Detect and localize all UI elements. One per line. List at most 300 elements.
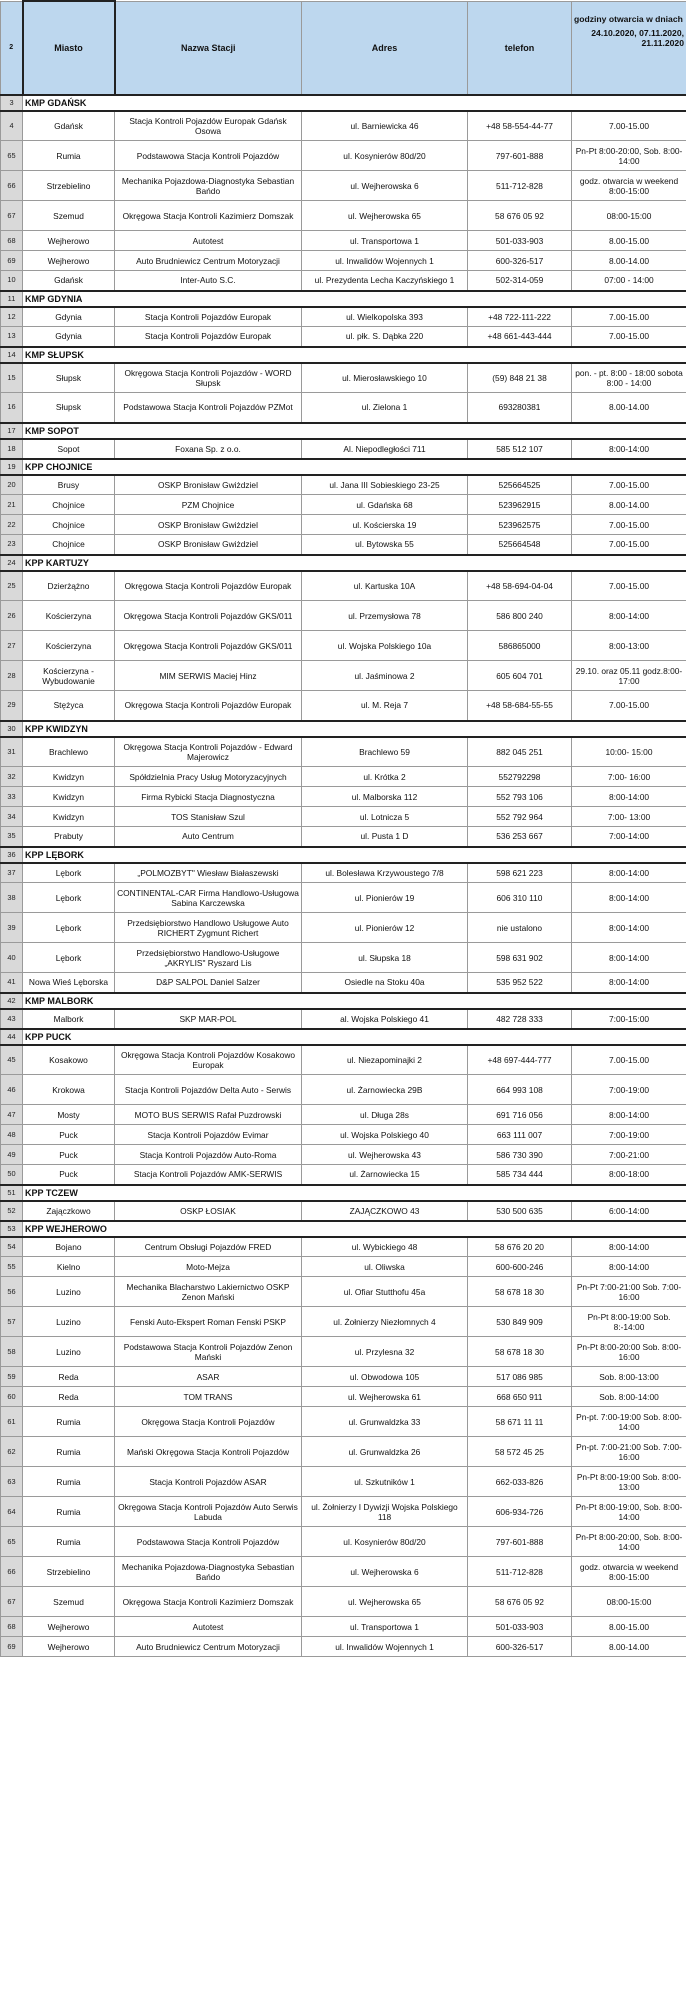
station-name-cell[interactable]: Stacja Kontroli Pojazdów AMK-SERWIS bbox=[115, 1165, 302, 1185]
station-name-cell[interactable]: Fenski Auto-Ekspert Roman Fenski PSKP bbox=[115, 1307, 302, 1337]
city-cell[interactable]: Chojnice bbox=[23, 535, 115, 555]
city-cell[interactable]: Gdańsk bbox=[23, 111, 115, 141]
address-cell[interactable]: ul. Malborska 112 bbox=[302, 787, 468, 807]
row-number-cell[interactable]: 46 bbox=[1, 1075, 23, 1105]
hours-cell[interactable]: 7.00-15.00 bbox=[572, 535, 686, 555]
address-cell[interactable]: Osiedle na Stoku 40a bbox=[302, 973, 468, 993]
station-name-cell[interactable]: Okręgowa Stacja Kontroli Pojazdów GKS/011 bbox=[115, 631, 302, 661]
station-name-cell[interactable]: „POLMOZBYT" Wiesław Białaszewski bbox=[115, 863, 302, 883]
station-name-column-header[interactable]: Nazwa Stacji bbox=[115, 1, 302, 95]
city-cell[interactable]: Luzino bbox=[23, 1277, 115, 1307]
address-cell[interactable]: ul. Grunwaldzka 33 bbox=[302, 1407, 468, 1437]
station-name-cell[interactable]: Podstawowa Stacja Kontroli Pojazdów bbox=[115, 141, 302, 171]
station-name-cell[interactable]: Moto-Mejza bbox=[115, 1257, 302, 1277]
address-cell[interactable]: ul. Szkutników 1 bbox=[302, 1467, 468, 1497]
hours-cell[interactable]: 7.00-15.00 bbox=[572, 691, 686, 721]
address-cell[interactable]: ul. Bytowska 55 bbox=[302, 535, 468, 555]
station-name-cell[interactable]: ASAR bbox=[115, 1367, 302, 1387]
row-number-cell[interactable]: 51 bbox=[1, 1185, 23, 1201]
station-name-cell[interactable]: Stacja Kontroli Pojazdów Europak Gdańsk Osowa bbox=[115, 111, 302, 141]
hours-cell[interactable]: Pn-Pt 8:00-19:00 Sob. 8:-14:00 bbox=[572, 1307, 686, 1337]
phone-cell[interactable]: 58 678 18 30 bbox=[468, 1277, 572, 1307]
row-number-cell[interactable]: 4 bbox=[1, 111, 23, 141]
row-number-cell[interactable]: 65 bbox=[1, 1527, 23, 1557]
row-number-cell[interactable]: 50 bbox=[1, 1165, 23, 1185]
hours-cell[interactable]: 8.00-15.00 bbox=[572, 231, 686, 251]
city-cell[interactable]: Nowa Wieś Lęborska bbox=[23, 973, 115, 993]
station-name-cell[interactable]: OSKP ŁOSIAK bbox=[115, 1201, 302, 1221]
address-cell[interactable]: ul. Długa 28s bbox=[302, 1105, 468, 1125]
city-cell[interactable]: Szemud bbox=[23, 1587, 115, 1617]
station-name-cell[interactable]: Stacja Kontroli Pojazdów Delta Auto - Serwis bbox=[115, 1075, 302, 1105]
hours-cell[interactable]: Sob. 8:00-14:00 bbox=[572, 1387, 686, 1407]
city-cell[interactable]: Luzino bbox=[23, 1337, 115, 1367]
row-number-cell[interactable]: 68 bbox=[1, 1617, 23, 1637]
city-cell[interactable]: Puck bbox=[23, 1145, 115, 1165]
city-cell[interactable]: Kwidzyn bbox=[23, 767, 115, 787]
hours-cell[interactable]: Pn-Pt 8:00-19:00 Sob. 8:00-13:00 bbox=[572, 1467, 686, 1497]
address-cell[interactable]: Al. Niepodległości 711 bbox=[302, 439, 468, 459]
hours-cell[interactable]: 7.00-15.00 bbox=[572, 515, 686, 535]
row-number-header[interactable]: 2 bbox=[1, 1, 23, 95]
row-number-cell[interactable]: 35 bbox=[1, 827, 23, 847]
hours-cell[interactable]: 7:00-15:00 bbox=[572, 1009, 686, 1029]
row-number-cell[interactable]: 15 bbox=[1, 363, 23, 393]
phone-cell[interactable]: 662-033-826 bbox=[468, 1467, 572, 1497]
station-name-cell[interactable]: Spółdzielnia Pracy Usług Motoryzacyjnych bbox=[115, 767, 302, 787]
row-number-cell[interactable]: 30 bbox=[1, 721, 23, 737]
city-cell[interactable]: Rumia bbox=[23, 1407, 115, 1437]
address-cell[interactable]: ul. Pusta 1 D bbox=[302, 827, 468, 847]
row-number-cell[interactable]: 29 bbox=[1, 691, 23, 721]
phone-cell[interactable]: 511-712-828 bbox=[468, 171, 572, 201]
row-number-cell[interactable]: 49 bbox=[1, 1145, 23, 1165]
station-name-cell[interactable]: Podstawowa Stacja Kontroli Pojazdów Zenon Mański bbox=[115, 1337, 302, 1367]
address-cell[interactable]: ul. Wejherowska 43 bbox=[302, 1145, 468, 1165]
address-cell[interactable]: ul. M. Reja 7 bbox=[302, 691, 468, 721]
hours-cell[interactable]: 8.00-14.00 bbox=[572, 393, 686, 423]
phone-cell[interactable]: 58 572 45 25 bbox=[468, 1437, 572, 1467]
phone-cell[interactable]: +48 58-694-04-04 bbox=[468, 571, 572, 601]
station-name-cell[interactable]: Auto Brudniewicz Centrum Motoryzacji bbox=[115, 1637, 302, 1657]
row-number-cell[interactable]: 32 bbox=[1, 767, 23, 787]
row-number-cell[interactable]: 33 bbox=[1, 787, 23, 807]
station-name-cell[interactable]: Okręgowa Stacja Kontroli Pojazdów - Edward Majerowicz bbox=[115, 737, 302, 767]
hours-cell[interactable]: Pn-Pt 8:00-20:00 Sob. 8:00-16:00 bbox=[572, 1337, 686, 1367]
phone-cell[interactable]: 552 793 106 bbox=[468, 787, 572, 807]
hours-cell[interactable]: 7:00- 13:00 bbox=[572, 807, 686, 827]
address-cell[interactable]: ul. Żarnowiecka 15 bbox=[302, 1165, 468, 1185]
station-name-cell[interactable]: OSKP Bronisław Gwiżdziel bbox=[115, 475, 302, 495]
city-cell[interactable]: Reda bbox=[23, 1367, 115, 1387]
row-number-cell[interactable]: 55 bbox=[1, 1257, 23, 1277]
row-number-cell[interactable]: 64 bbox=[1, 1497, 23, 1527]
address-column-header[interactable]: Adres bbox=[302, 1, 468, 95]
address-cell[interactable]: ul. Wojska Polskiego 10a bbox=[302, 631, 468, 661]
city-cell[interactable]: Mosty bbox=[23, 1105, 115, 1125]
city-cell[interactable]: Strzebielino bbox=[23, 171, 115, 201]
section-label-cell[interactable]: KPP KWIDZYN bbox=[23, 721, 686, 737]
row-number-cell[interactable]: 24 bbox=[1, 555, 23, 571]
row-number-cell[interactable]: 69 bbox=[1, 251, 23, 271]
city-cell[interactable]: Kielno bbox=[23, 1257, 115, 1277]
city-cell[interactable]: Rumia bbox=[23, 1437, 115, 1467]
phone-cell[interactable]: 552792298 bbox=[468, 767, 572, 787]
station-name-cell[interactable]: Inter-Auto S.C. bbox=[115, 271, 302, 291]
phone-cell[interactable]: 530 500 635 bbox=[468, 1201, 572, 1221]
hours-cell[interactable]: 8:00-14:00 bbox=[572, 913, 686, 943]
hours-cell[interactable]: 7.00-15.00 bbox=[572, 327, 686, 347]
station-name-cell[interactable]: TOS Stanisław Szul bbox=[115, 807, 302, 827]
address-cell[interactable]: ul. Niezapominajki 2 bbox=[302, 1045, 468, 1075]
row-number-cell[interactable]: 57 bbox=[1, 1307, 23, 1337]
address-cell[interactable]: ul. płk. S. Dąbka 220 bbox=[302, 327, 468, 347]
station-name-cell[interactable]: D&P SALPOL Daniel Salzer bbox=[115, 973, 302, 993]
hours-cell[interactable]: 8.00-15.00 bbox=[572, 1617, 686, 1637]
address-cell[interactable]: ul. Żołnierzy Niezłomnych 4 bbox=[302, 1307, 468, 1337]
hours-cell[interactable]: godz. otwarcia w weekend 8:00-15:00 bbox=[572, 171, 686, 201]
row-number-cell[interactable]: 23 bbox=[1, 535, 23, 555]
row-number-cell[interactable]: 16 bbox=[1, 393, 23, 423]
address-cell[interactable]: ul. Gdańska 68 bbox=[302, 495, 468, 515]
section-label-cell[interactable]: KPP WEJHEROWO bbox=[23, 1221, 686, 1237]
address-cell[interactable]: ul. Oliwska bbox=[302, 1257, 468, 1277]
hours-cell[interactable]: 8:00-13:00 bbox=[572, 631, 686, 661]
address-cell[interactable]: ul. Wejherowska 6 bbox=[302, 1557, 468, 1587]
opening-hours-column-header[interactable] bbox=[572, 1, 686, 95]
row-number-cell[interactable]: 58 bbox=[1, 1337, 23, 1367]
row-number-cell[interactable]: 67 bbox=[1, 1587, 23, 1617]
row-number-cell[interactable]: 68 bbox=[1, 231, 23, 251]
phone-cell[interactable]: 585 734 444 bbox=[468, 1165, 572, 1185]
hours-cell[interactable]: 8.00-14.00 bbox=[572, 251, 686, 271]
row-number-cell[interactable]: 14 bbox=[1, 347, 23, 363]
hours-cell[interactable]: 8:00-14:00 bbox=[572, 601, 686, 631]
hours-cell[interactable]: 7:00-19:00 bbox=[572, 1125, 686, 1145]
station-name-cell[interactable]: OSKP Bronisław Gwiżdziel bbox=[115, 535, 302, 555]
station-name-cell[interactable]: Podstawowa Stacja Kontroli Pojazdów PZMot bbox=[115, 393, 302, 423]
address-cell[interactable]: ul. Słupska 18 bbox=[302, 943, 468, 973]
city-cell[interactable]: Gdynia bbox=[23, 327, 115, 347]
city-cell[interactable]: Kwidzyn bbox=[23, 807, 115, 827]
phone-cell[interactable]: 586865000 bbox=[468, 631, 572, 661]
row-number-cell[interactable]: 43 bbox=[1, 1009, 23, 1029]
city-cell[interactable]: Wejherowo bbox=[23, 231, 115, 251]
phone-cell[interactable]: +48 722-111-222 bbox=[468, 307, 572, 327]
phone-cell[interactable]: 58 676 05 92 bbox=[468, 201, 572, 231]
city-cell[interactable]: Reda bbox=[23, 1387, 115, 1407]
station-name-cell[interactable]: TOM TRANS bbox=[115, 1387, 302, 1407]
address-cell[interactable]: ul. Wybickiego 48 bbox=[302, 1237, 468, 1257]
city-cell[interactable]: Lębork bbox=[23, 943, 115, 973]
row-number-cell[interactable]: 13 bbox=[1, 327, 23, 347]
phone-cell[interactable]: 482 728 333 bbox=[468, 1009, 572, 1029]
city-cell[interactable]: Kościerzyna - Wybudowanie bbox=[23, 661, 115, 691]
row-number-cell[interactable]: 61 bbox=[1, 1407, 23, 1437]
phone-cell[interactable]: 598 621 223 bbox=[468, 863, 572, 883]
station-name-cell[interactable]: Okręgowa Stacja Kontroli Pojazdów Kosakowo Europak bbox=[115, 1045, 302, 1075]
hours-cell[interactable]: 8:00-18:00 bbox=[572, 1165, 686, 1185]
city-cell[interactable]: Brusy bbox=[23, 475, 115, 495]
row-number-cell[interactable]: 69 bbox=[1, 1637, 23, 1657]
phone-cell[interactable]: 58 676 20 20 bbox=[468, 1237, 572, 1257]
row-number-cell[interactable]: 39 bbox=[1, 913, 23, 943]
city-cell[interactable]: Strzebielino bbox=[23, 1557, 115, 1587]
phone-cell[interactable]: +48 661-443-444 bbox=[468, 327, 572, 347]
phone-cell[interactable]: 58 676 05 92 bbox=[468, 1587, 572, 1617]
phone-column-header[interactable]: telefon bbox=[468, 1, 572, 95]
station-name-cell[interactable]: Firma Rybicki Stacja Diagnostyczna bbox=[115, 787, 302, 807]
phone-cell[interactable]: 693280381 bbox=[468, 393, 572, 423]
city-cell[interactable]: Wejherowo bbox=[23, 1617, 115, 1637]
address-cell[interactable]: ul. Żołnierzy I Dywizji Wojska Polskiego 118 bbox=[302, 1497, 468, 1527]
station-name-cell[interactable]: Stacja Kontroli Pojazdów Europak bbox=[115, 307, 302, 327]
phone-cell[interactable]: +48 58-554-44-77 bbox=[468, 111, 572, 141]
row-number-cell[interactable]: 34 bbox=[1, 807, 23, 827]
city-cell[interactable]: Rumia bbox=[23, 1467, 115, 1497]
city-cell[interactable]: Rumia bbox=[23, 1527, 115, 1557]
row-number-cell[interactable]: 31 bbox=[1, 737, 23, 767]
city-cell[interactable]: Słupsk bbox=[23, 363, 115, 393]
hours-cell[interactable]: 6:00-14:00 bbox=[572, 1201, 686, 1221]
station-name-cell[interactable]: Podstawowa Stacja Kontroli Pojazdów bbox=[115, 1527, 302, 1557]
city-cell[interactable]: Kwidzyn bbox=[23, 787, 115, 807]
row-number-cell[interactable]: 3 bbox=[1, 95, 23, 111]
row-number-cell[interactable]: 63 bbox=[1, 1467, 23, 1497]
city-cell[interactable]: Rumia bbox=[23, 1497, 115, 1527]
address-cell[interactable]: ul. Krótka 2 bbox=[302, 767, 468, 787]
hours-cell[interactable]: 07:00 - 14:00 bbox=[572, 271, 686, 291]
phone-cell[interactable]: 535 952 522 bbox=[468, 973, 572, 993]
hours-cell[interactable]: 8:00-14:00 bbox=[572, 1105, 686, 1125]
row-number-cell[interactable]: 26 bbox=[1, 601, 23, 631]
phone-cell[interactable]: 691 716 056 bbox=[468, 1105, 572, 1125]
hours-cell[interactable]: 8:00-14:00 bbox=[572, 787, 686, 807]
phone-cell[interactable]: 797-601-888 bbox=[468, 1527, 572, 1557]
station-name-cell[interactable]: Stacja Kontroli Pojazdów Auto-Roma bbox=[115, 1145, 302, 1165]
city-cell[interactable]: Prabuty bbox=[23, 827, 115, 847]
hours-cell[interactable]: pon. - pt. 8:00 - 18:00 sobota 8:00 - 14:00 bbox=[572, 363, 686, 393]
station-name-cell[interactable]: Stacja Kontroli Pojazdów ASAR bbox=[115, 1467, 302, 1497]
hours-cell[interactable]: 29.10. oraz 05.11 godz.8:00-17:00 bbox=[572, 661, 686, 691]
hours-cell[interactable]: godz. otwarcia w weekend 8:00-15:00 bbox=[572, 1557, 686, 1587]
row-number-cell[interactable]: 62 bbox=[1, 1437, 23, 1467]
city-column-header[interactable]: Miasto bbox=[23, 1, 115, 95]
phone-cell[interactable]: 663 111 007 bbox=[468, 1125, 572, 1145]
address-cell[interactable]: ul. Barniewicka 46 bbox=[302, 111, 468, 141]
phone-cell[interactable]: 536 253 667 bbox=[468, 827, 572, 847]
address-cell[interactable]: ul. Grunwaldzka 26 bbox=[302, 1437, 468, 1467]
station-name-cell[interactable]: Mechanika Pojazdowa-Diagnostyka Sebastian Bańdo bbox=[115, 1557, 302, 1587]
address-cell[interactable]: Brachlewo 59 bbox=[302, 737, 468, 767]
hours-cell[interactable]: 7:00-21:00 bbox=[572, 1145, 686, 1165]
row-number-cell[interactable]: 10 bbox=[1, 271, 23, 291]
section-label-cell[interactable]: KPP TCZEW bbox=[23, 1185, 686, 1201]
section-label-cell[interactable]: KMP SŁUPSK bbox=[23, 347, 686, 363]
station-name-cell[interactable]: Auto Brudniewicz Centrum Motoryzacji bbox=[115, 251, 302, 271]
phone-cell[interactable]: 501-033-903 bbox=[468, 1617, 572, 1637]
hours-cell[interactable]: 8:00-14:00 bbox=[572, 439, 686, 459]
station-name-cell[interactable]: Przedsiębiorstwo Handlowo-Usługowe „AKRYLIS" Ryszard Lis bbox=[115, 943, 302, 973]
station-name-cell[interactable]: MOTO BUS SERWIS Rafał Puzdrowski bbox=[115, 1105, 302, 1125]
address-cell[interactable]: ul. Kościerska 19 bbox=[302, 515, 468, 535]
row-number-cell[interactable]: 18 bbox=[1, 439, 23, 459]
address-cell[interactable]: ul. Wejherowska 65 bbox=[302, 1587, 468, 1617]
phone-cell[interactable]: 530 849 909 bbox=[468, 1307, 572, 1337]
city-cell[interactable]: Lębork bbox=[23, 913, 115, 943]
row-number-cell[interactable]: 48 bbox=[1, 1125, 23, 1145]
city-cell[interactable]: Rumia bbox=[23, 141, 115, 171]
address-cell[interactable]: ul. Przemysłowa 78 bbox=[302, 601, 468, 631]
address-cell[interactable]: ul. Wejherowska 6 bbox=[302, 171, 468, 201]
hours-cell[interactable]: 7:00- 16:00 bbox=[572, 767, 686, 787]
city-cell[interactable]: Zajączkowo bbox=[23, 1201, 115, 1221]
station-name-cell[interactable]: Okręgowa Stacja Kontroli Pojazdów GKS/011 bbox=[115, 601, 302, 631]
hours-cell[interactable]: 7.00-15.00 bbox=[572, 475, 686, 495]
hours-cell[interactable]: 10:00- 15:00 bbox=[572, 737, 686, 767]
city-cell[interactable]: Brachlewo bbox=[23, 737, 115, 767]
station-name-cell[interactable]: Mański Okręgowa Stacja Kontroli Pojazdów bbox=[115, 1437, 302, 1467]
address-cell[interactable]: ul. Przylesna 32 bbox=[302, 1337, 468, 1367]
city-cell[interactable]: Wejherowo bbox=[23, 1637, 115, 1657]
city-cell[interactable]: Krokowa bbox=[23, 1075, 115, 1105]
city-cell[interactable]: Bojano bbox=[23, 1237, 115, 1257]
phone-cell[interactable]: 517 086 985 bbox=[468, 1367, 572, 1387]
row-number-cell[interactable]: 54 bbox=[1, 1237, 23, 1257]
city-cell[interactable]: Puck bbox=[23, 1165, 115, 1185]
city-cell[interactable]: Gdańsk bbox=[23, 271, 115, 291]
address-cell[interactable]: ul. Lotnicza 5 bbox=[302, 807, 468, 827]
station-name-cell[interactable]: MIM SERWIS Maciej Hinz bbox=[115, 661, 302, 691]
phone-cell[interactable]: 605 604 701 bbox=[468, 661, 572, 691]
hours-cell[interactable]: Pn-Pt 7:00-21:00 Sob. 7:00-16:00 bbox=[572, 1277, 686, 1307]
city-cell[interactable]: Luzino bbox=[23, 1307, 115, 1337]
hours-cell[interactable]: 8:00-14:00 bbox=[572, 1257, 686, 1277]
phone-cell[interactable]: (59) 848 21 38 bbox=[468, 363, 572, 393]
station-name-cell[interactable]: Mechanika Pojazdowa-Diagnostyka Sebastian Bańdo bbox=[115, 171, 302, 201]
section-label-cell[interactable]: KPP LĘBORK bbox=[23, 847, 686, 863]
station-name-cell[interactable]: CONTINENTAL-CAR Firma Handlowo-Usługowa Sabina Karczewska bbox=[115, 883, 302, 913]
station-name-cell[interactable]: Auto Centrum bbox=[115, 827, 302, 847]
hours-cell[interactable]: 8:00-14:00 bbox=[572, 883, 686, 913]
row-number-cell[interactable]: 37 bbox=[1, 863, 23, 883]
station-name-cell[interactable]: Foxana Sp. z o.o. bbox=[115, 439, 302, 459]
city-cell[interactable]: Lębork bbox=[23, 883, 115, 913]
city-cell[interactable]: Lębork bbox=[23, 863, 115, 883]
row-number-cell[interactable]: 11 bbox=[1, 291, 23, 307]
phone-cell[interactable]: 523962915 bbox=[468, 495, 572, 515]
phone-cell[interactable]: 606 310 110 bbox=[468, 883, 572, 913]
station-name-cell[interactable]: PZM Chojnice bbox=[115, 495, 302, 515]
station-name-cell[interactable]: Okręgowa Stacja Kontroli Kazimierz Domszak bbox=[115, 201, 302, 231]
hours-cell[interactable]: 8:00-14:00 bbox=[572, 863, 686, 883]
address-cell[interactable]: ul. Inwalidów Wojennych 1 bbox=[302, 1637, 468, 1657]
phone-cell[interactable]: 586 730 390 bbox=[468, 1145, 572, 1165]
city-cell[interactable]: Wejherowo bbox=[23, 251, 115, 271]
row-number-cell[interactable]: 53 bbox=[1, 1221, 23, 1237]
address-cell[interactable]: ul. Prezydenta Lecha Kaczyńskiego 1 bbox=[302, 271, 468, 291]
address-cell[interactable]: ul. Żarnowiecka 29B bbox=[302, 1075, 468, 1105]
row-number-cell[interactable]: 59 bbox=[1, 1367, 23, 1387]
phone-cell[interactable]: 606-934-726 bbox=[468, 1497, 572, 1527]
row-number-cell[interactable]: 28 bbox=[1, 661, 23, 691]
hours-cell[interactable]: Pn-Pt 8:00-19:00, Sob. 8:00-14:00 bbox=[572, 1497, 686, 1527]
phone-cell[interactable]: 523962575 bbox=[468, 515, 572, 535]
station-name-cell[interactable]: Okręgowa Stacja Kontroli Pojazdów Auto Serwis Labuda bbox=[115, 1497, 302, 1527]
row-number-cell[interactable]: 67 bbox=[1, 201, 23, 231]
row-number-cell[interactable]: 66 bbox=[1, 1557, 23, 1587]
address-cell[interactable]: ul. Zielona 1 bbox=[302, 393, 468, 423]
phone-cell[interactable]: 552 792 964 bbox=[468, 807, 572, 827]
hours-cell[interactable]: 08:00-15:00 bbox=[572, 1587, 686, 1617]
phone-cell[interactable]: 586 800 240 bbox=[468, 601, 572, 631]
phone-cell[interactable]: 882 045 251 bbox=[468, 737, 572, 767]
row-number-cell[interactable]: 56 bbox=[1, 1277, 23, 1307]
address-cell[interactable]: ul. Wojska Polskiego 40 bbox=[302, 1125, 468, 1145]
city-cell[interactable]: Sopot bbox=[23, 439, 115, 459]
row-number-cell[interactable]: 44 bbox=[1, 1029, 23, 1045]
station-name-cell[interactable]: Autotest bbox=[115, 1617, 302, 1637]
station-name-cell[interactable]: Okręgowa Stacja Kontroli Kazimierz Domszak bbox=[115, 1587, 302, 1617]
station-name-cell[interactable]: Okręgowa Stacja Kontroli Pojazdów Europak bbox=[115, 691, 302, 721]
address-cell[interactable]: al. Wojska Polskiego 41 bbox=[302, 1009, 468, 1029]
phone-cell[interactable]: 600-326-517 bbox=[468, 251, 572, 271]
city-cell[interactable]: Słupsk bbox=[23, 393, 115, 423]
phone-cell[interactable]: 664 993 108 bbox=[468, 1075, 572, 1105]
address-cell[interactable]: ul. Obwodowa 105 bbox=[302, 1367, 468, 1387]
city-cell[interactable]: Malbork bbox=[23, 1009, 115, 1029]
address-cell[interactable]: ZAJĄCZKOWO 43 bbox=[302, 1201, 468, 1221]
hours-cell[interactable]: 7.00-15.00 bbox=[572, 571, 686, 601]
hours-cell[interactable]: 7.00-15.00 bbox=[572, 307, 686, 327]
city-cell[interactable]: Chojnice bbox=[23, 495, 115, 515]
hours-cell[interactable]: Sob. 8:00-13:00 bbox=[572, 1367, 686, 1387]
address-cell[interactable]: ul. Wielkopolska 393 bbox=[302, 307, 468, 327]
row-number-cell[interactable]: 12 bbox=[1, 307, 23, 327]
phone-cell[interactable]: 600-326-517 bbox=[468, 1637, 572, 1657]
phone-cell[interactable]: nie ustalono bbox=[468, 913, 572, 943]
section-label-cell[interactable]: KPP CHOJNICE bbox=[23, 459, 686, 475]
phone-cell[interactable]: 600-600-246 bbox=[468, 1257, 572, 1277]
address-cell[interactable]: ul. Jaśminowa 2 bbox=[302, 661, 468, 691]
row-number-cell[interactable]: 60 bbox=[1, 1387, 23, 1407]
hours-cell[interactable]: 8.00-14.00 bbox=[572, 495, 686, 515]
address-cell[interactable]: ul. Transportowa 1 bbox=[302, 231, 468, 251]
address-cell[interactable]: ul. Transportowa 1 bbox=[302, 1617, 468, 1637]
section-label-cell[interactable]: KPP KARTUZY bbox=[23, 555, 686, 571]
address-cell[interactable]: ul. Kartuska 10A bbox=[302, 571, 468, 601]
phone-cell[interactable]: 58 678 18 30 bbox=[468, 1337, 572, 1367]
station-name-cell[interactable]: SKP MAR-POL bbox=[115, 1009, 302, 1029]
hours-cell[interactable]: Pn-Pt 8:00-20:00, Sob. 8:00-14:00 bbox=[572, 1527, 686, 1557]
address-cell[interactable]: ul. Bolesława Krzywoustego 7/8 bbox=[302, 863, 468, 883]
row-number-cell[interactable]: 21 bbox=[1, 495, 23, 515]
hours-cell[interactable]: Pn-pt. 7:00-21:00 Sob. 7:00-16:00 bbox=[572, 1437, 686, 1467]
city-cell[interactable]: Kościerzyna bbox=[23, 601, 115, 631]
row-number-cell[interactable]: 38 bbox=[1, 883, 23, 913]
address-cell[interactable]: ul. Inwalidów Wojennych 1 bbox=[302, 251, 468, 271]
phone-cell[interactable]: 511-712-828 bbox=[468, 1557, 572, 1587]
row-number-cell[interactable]: 65 bbox=[1, 141, 23, 171]
hours-cell[interactable]: 8.00-14.00 bbox=[572, 1637, 686, 1657]
phone-cell[interactable]: 525664548 bbox=[468, 535, 572, 555]
row-number-cell[interactable]: 22 bbox=[1, 515, 23, 535]
city-cell[interactable]: Kosakowo bbox=[23, 1045, 115, 1075]
station-name-cell[interactable]: Okręgowa Stacja Kontroli Pojazdów Europak bbox=[115, 571, 302, 601]
row-number-cell[interactable]: 27 bbox=[1, 631, 23, 661]
city-cell[interactable]: Kościerzyna bbox=[23, 631, 115, 661]
address-cell[interactable]: ul. Mierosławskiego 10 bbox=[302, 363, 468, 393]
